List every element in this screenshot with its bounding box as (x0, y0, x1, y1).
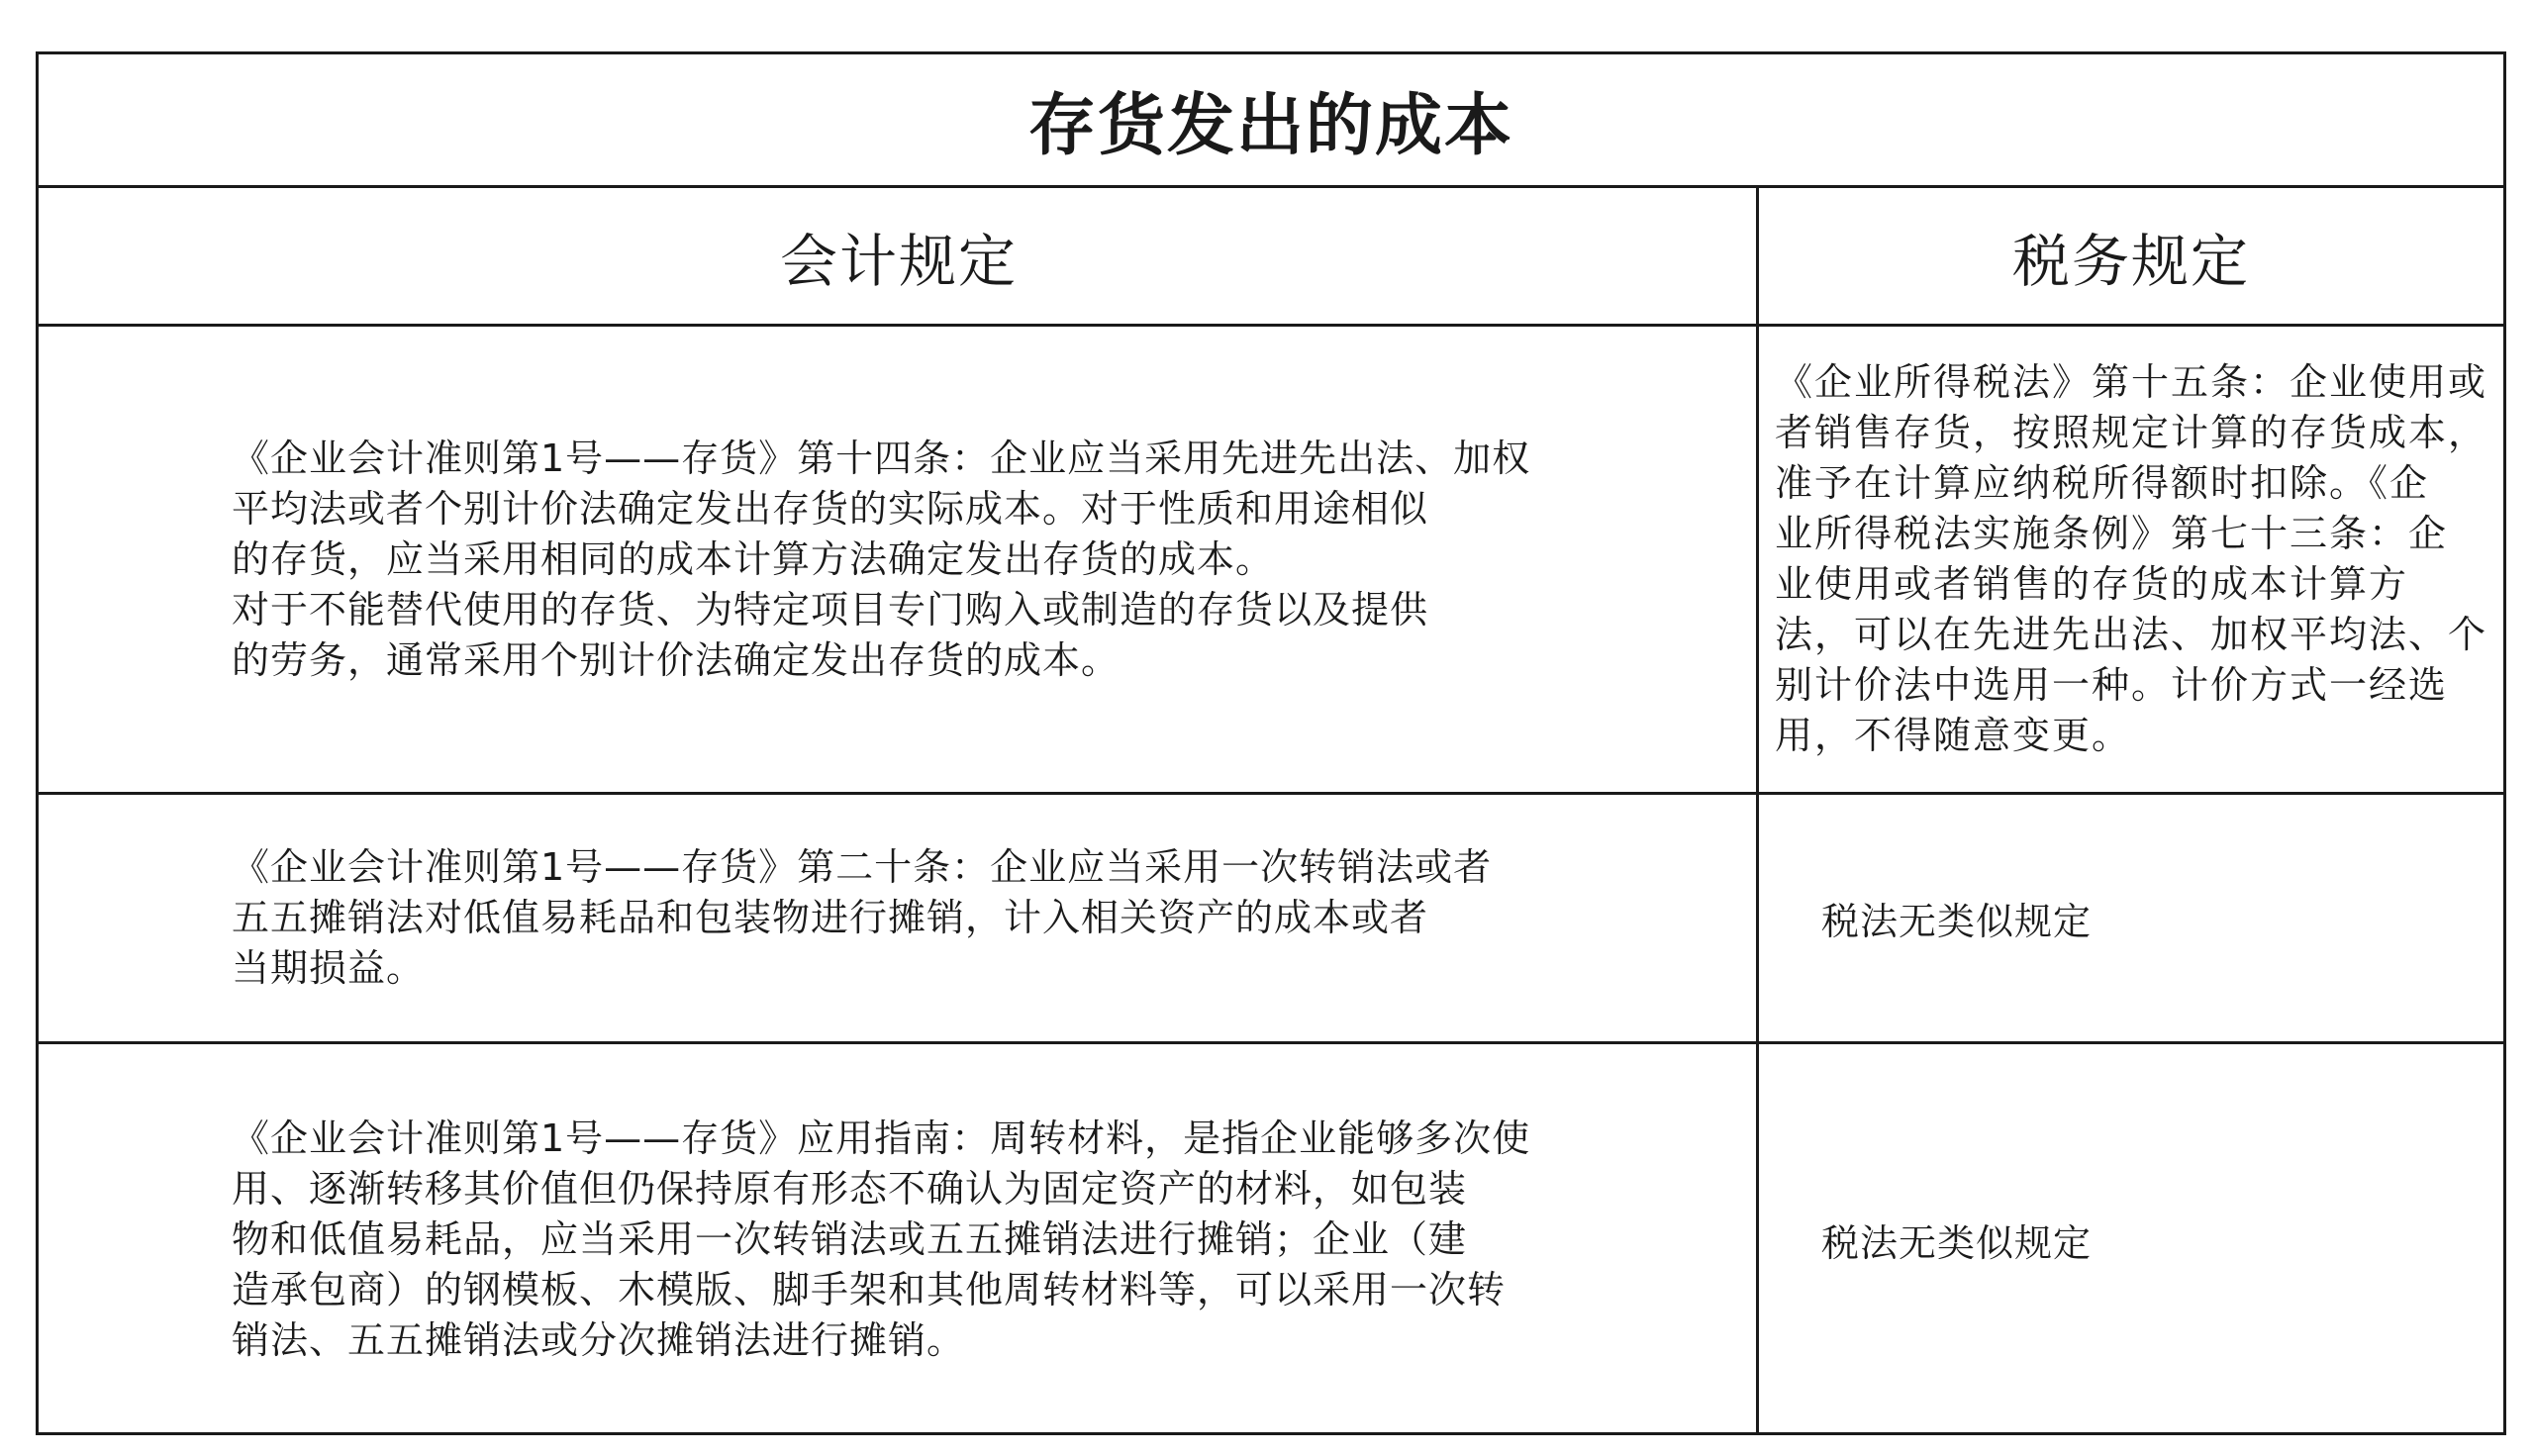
tax-cell (1759, 795, 2503, 1041)
tax-text: 税法无类似规定 (1821, 900, 2093, 943)
table-title: 存货发出的成本 (1027, 86, 1513, 165)
accounting-cell (39, 1044, 1756, 1435)
accounting-text: 《企业会计准则第1号——存货》第十四条：企业应当采用先进先出法、加权 平均法或者个别计价法确定发出存货的实际成本。对于性质和用途相似 的存货，应当采用相同的成本计算方法确定发出存货的成本。 对于不能替代使用的存货、为特定项目专门购入或制造的存货以及提供 的劳务，通常采用个别计价法确定发出存货的成本。 (232, 436, 1531, 682)
accounting-text: 《企业会计准则第1号——存货》应用指南：周转材料，是指企业能够多次使 用、逐渐转移其价值但仍保持原有形态不确认为固定资产的材料，如包装 物和低值易耗品，应当采用一次转销法或五五摊销法进行摊销；企业（建 造承包商）的钢模板、木模版、脚手架和其他周转材料等，可以采用一次转 销法、五五摊销法或分次摊销法进行摊销。 (232, 1116, 1531, 1362)
header-tax: 税务规定 (2011, 227, 2250, 295)
table-title-row (39, 54, 2503, 188)
table-row (39, 327, 2503, 795)
tax-text: 《企业所得税法》第十五条：企业使用或 者销售存货，按照规定计算的存货成本， 准予在计算应纳税所得额时扣除。《企 业所得税法实施条例》第七十三条：企 业使用或者销售的存货的成本计算方 法，可以在先进先出法、加权平均法、个 别计价法中选用一种。计价方式一经选 用，不得随意变更。 (1775, 360, 2488, 757)
accounting-cell (39, 795, 1756, 1041)
comparison-table (36, 51, 2506, 1435)
tax-cell (1759, 327, 2503, 792)
accounting-cell (39, 327, 1756, 792)
header-accounting: 会计规定 (779, 227, 1018, 295)
tax-cell (1759, 1044, 2503, 1435)
table-row (39, 795, 2503, 1044)
table-header-row (39, 188, 2503, 327)
tax-text: 税法无类似规定 (1821, 1221, 2093, 1265)
accounting-text: 《企业会计准则第1号——存货》第二十条：企业应当采用一次转销法或者 五五摊销法对低值易耗品和包装物进行摊销，计入相关资产的成本或者 当期损益。 (232, 845, 1493, 990)
table-row (39, 1044, 2503, 1435)
